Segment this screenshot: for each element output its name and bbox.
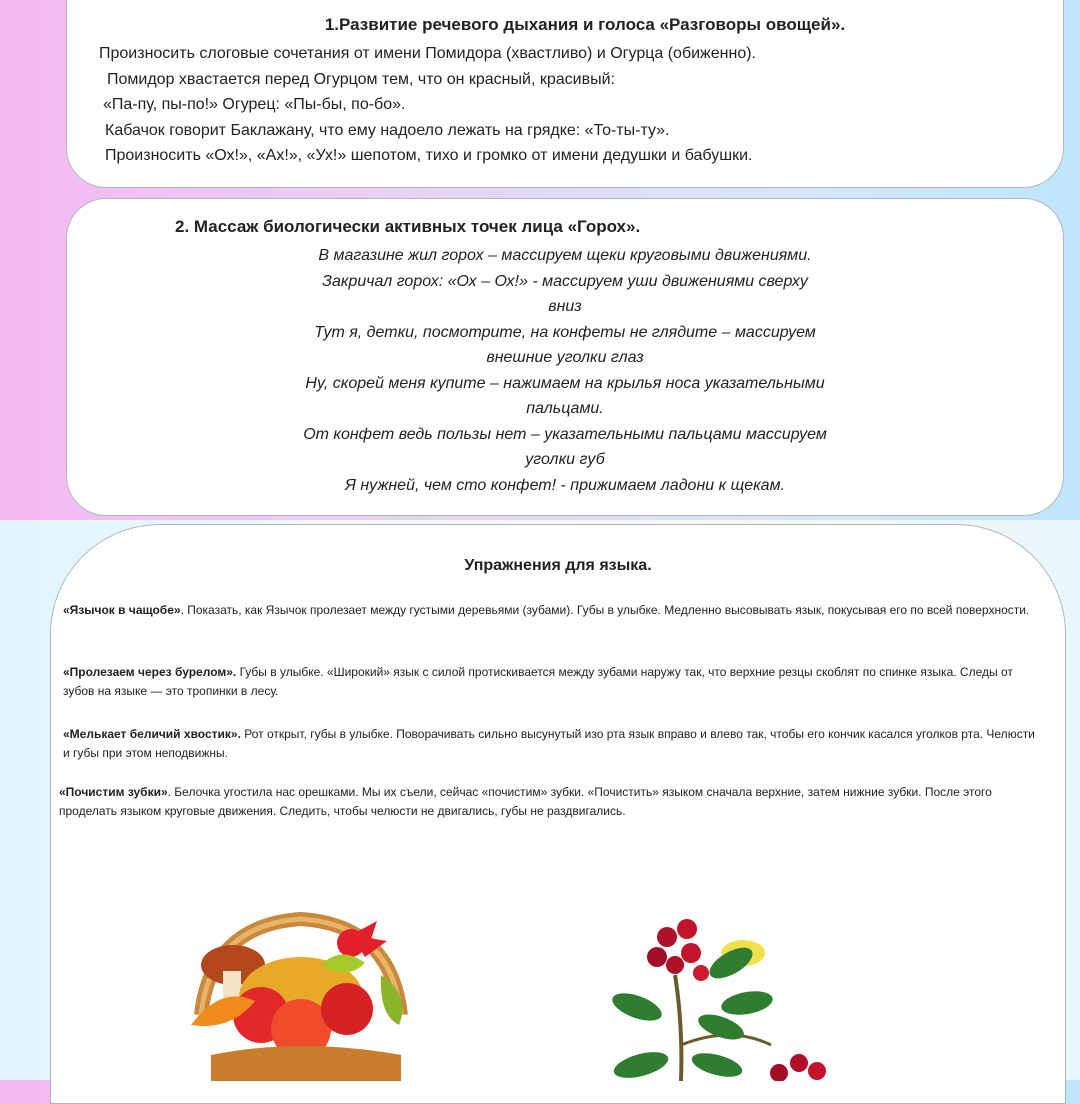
- exercise-name: «Язычок в чащобе»: [63, 603, 181, 617]
- exercise-name: «Пролезаем через бурелом».: [63, 665, 237, 679]
- text-line: Помидор хвастается перед Огурцом тем, что он красный, красивый:: [107, 70, 615, 88]
- text-line: уголки губ: [525, 451, 605, 468]
- section-body: [99, 41, 756, 169]
- text-line: Произносить «Ох!», «Ах!», «Ух!» шепотом, тихо и громко от имени дедушки и бабушки.: [105, 147, 753, 164]
- exercise-text: Губы в улыбке. «Широкий» язык с силой протискивается между зубами наружу так, что верхние резцы скоблят по спинке языка. Следы от зубов на языке — это тропинки в лесу.: [63, 665, 1013, 698]
- text-line: Тут я, детки, посмотрите, на конфеты не глядите – массируем: [314, 323, 816, 341]
- berry-branch-illustration: [571, 915, 831, 1081]
- section-face-massage: [66, 198, 1064, 516]
- exercise-item: [59, 783, 1039, 821]
- exercise-name: «Почистим зубки»: [59, 785, 168, 799]
- vegetable-basket-illustration: [151, 905, 451, 1081]
- section-title: Упражнения для языка.: [464, 557, 652, 574]
- section-tongue-exercises: [50, 524, 1066, 1104]
- text-line: Произносить слоговые сочетания от имени Помидора (хвастливо) и Огурца (обиженно).: [99, 45, 756, 62]
- exercise-name: «Мелькает беличий хвостик».: [63, 727, 241, 741]
- exercise-text: . Показать, как Язычок пролезает между густыми деревьями (зубами). Губы в улыбке. Медленно высовывать язык, покусывая его по всей поверхности.: [180, 603, 1030, 617]
- text-line: Кабачок говорит Баклажану, что ему надоело лежать на грядке: «То-ты-ту».: [105, 121, 670, 139]
- text-line: внешние уголки глаз: [486, 349, 644, 366]
- exercise-item: [63, 725, 1043, 763]
- section-body: [67, 243, 1063, 498]
- text-line: В магазине жил горох – массируем щеки круговыми движениями.: [318, 247, 812, 264]
- section-title: 2. Массаж биологически активных точек лица «Горох».: [175, 217, 641, 236]
- text-line: пальцами.: [526, 400, 604, 417]
- exercise-text: Рот открыт, губы в улыбке. Поворачивать сильно высунутый изо рта язык вправо и влево так, чтобы его кончик касался уголков рта. Челюсти и губы при этом неподвижны.: [63, 727, 1035, 760]
- text-line: Я нужней, чем сто конфет! - прижимаем ладони к щекам.: [345, 476, 785, 494]
- text-line: Ну, скорей меня купите – нажимаем на крылья носа указательными: [305, 374, 825, 392]
- exercise-item: [63, 663, 1043, 701]
- exercise-text: . Белочка угостила нас орешками. Мы их съели, сейчас «почистим» зубки. «Почистить» языком сначала верхние, затем нижние зубки. После этого проделать языком круговые движения. Следить, чтобы челюсти не двигались, губы не раздвигались.: [59, 785, 992, 818]
- text-line: Закричал горох: «Ох – Ох!» - массируем уши движениями сверху: [322, 272, 808, 290]
- exercise-item: [63, 601, 1043, 620]
- text-line: От конфет ведь пользы нет – указательными пальцами массируем: [303, 425, 827, 443]
- section-title: 1.Развитие речевого дыхания и голоса «Разговоры овощей».: [324, 15, 846, 34]
- text-line: «Па-пу, пы-по!» Огурец: «Пы-бы, по-бо».: [103, 96, 406, 113]
- section-speech-breathing: [66, 0, 1064, 188]
- text-line: вниз: [548, 298, 582, 315]
